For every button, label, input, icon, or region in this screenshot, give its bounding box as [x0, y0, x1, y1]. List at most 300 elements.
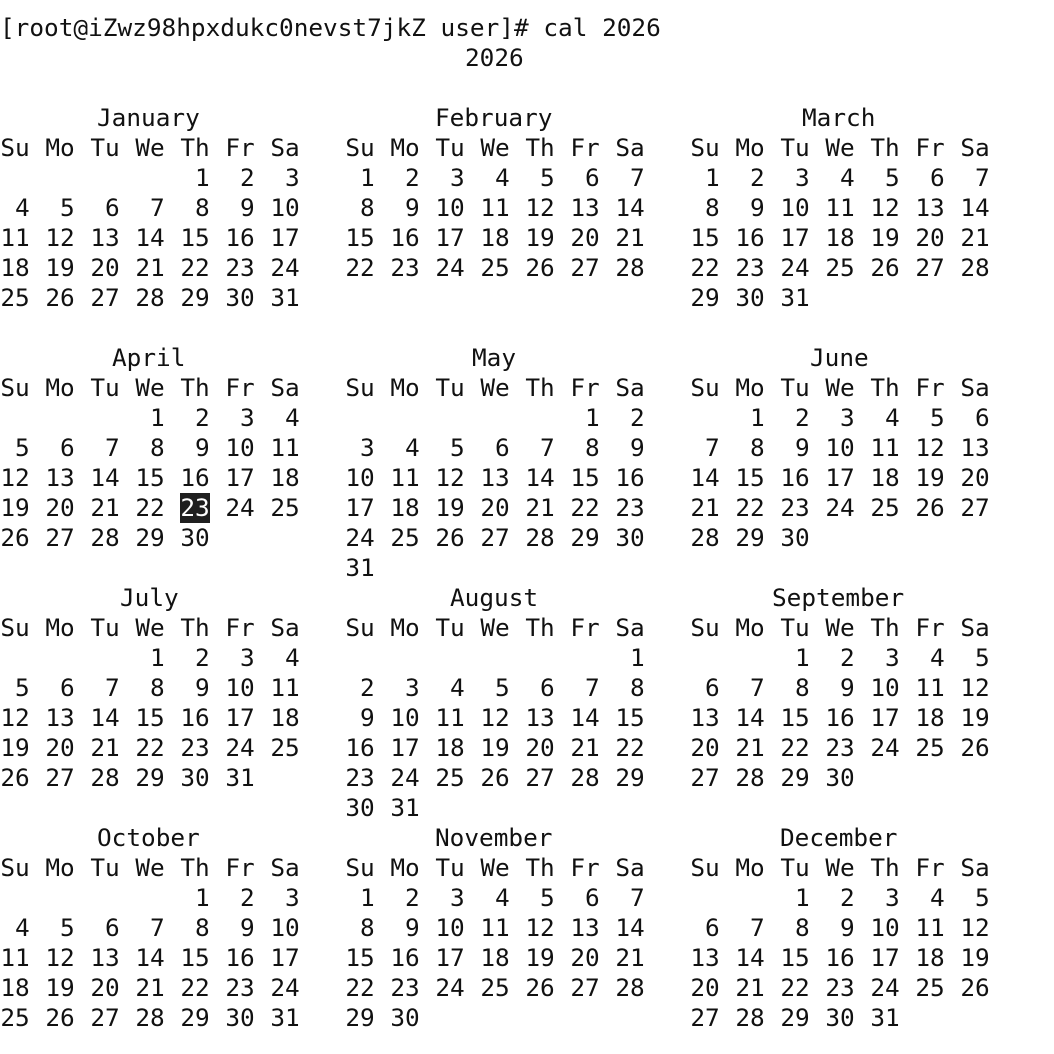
date-cell: 23 [825, 733, 855, 762]
date-cell: 20 [690, 973, 720, 1002]
date-cell: 5 [0, 673, 30, 702]
date-cell: 10 [435, 193, 465, 222]
weekday-label: Sa [615, 853, 645, 882]
date-cell: 6 [480, 433, 510, 462]
date-cell: 27 [960, 493, 990, 522]
date-cell: 5 [525, 163, 555, 192]
date-cell: 29 [780, 763, 810, 792]
date-cell: 6 [570, 883, 600, 912]
date-cell: 9 [180, 433, 210, 462]
date-cell: 10 [780, 193, 810, 222]
date-cell: 11 [915, 913, 945, 942]
weekday-label: Th [870, 133, 900, 162]
date-cell: 12 [480, 703, 510, 732]
date-cell: 18 [825, 223, 855, 252]
date-cell: 13 [570, 193, 600, 222]
date-cell: 12 [870, 193, 900, 222]
weekday-label: Mo [735, 133, 765, 162]
date-cell: 1 [615, 643, 645, 672]
date-cell: 16 [825, 703, 855, 732]
date-cell: 31 [345, 553, 375, 582]
date-cell: 28 [690, 523, 720, 552]
date-cell: 11 [390, 463, 420, 492]
date-cell: 18 [480, 943, 510, 972]
weekday-label: Fr [915, 613, 945, 642]
date-cell: 7 [90, 673, 120, 702]
date-cell: 4 [390, 433, 420, 462]
date-cell: 20 [570, 943, 600, 972]
date-cell: 2 [825, 883, 855, 912]
date-cell: 14 [615, 913, 645, 942]
date-cell: 15 [690, 223, 720, 252]
date-cell: 6 [915, 163, 945, 192]
date-cell: 16 [345, 733, 375, 762]
date-cell: 8 [135, 433, 165, 462]
date-cell: 26 [525, 253, 555, 282]
weekday-label: Tu [90, 373, 120, 402]
weekday-label: Tu [90, 613, 120, 642]
date-cell: 18 [915, 703, 945, 732]
date-cell: 29 [180, 1003, 210, 1032]
weekday-label: Fr [225, 853, 255, 882]
weekday-label: Fr [915, 133, 945, 162]
date-cell: 17 [780, 223, 810, 252]
date-cell: 3 [870, 883, 900, 912]
date-cell: 29 [690, 283, 720, 312]
date-cell: 22 [570, 493, 600, 522]
month-title-august: August [450, 583, 539, 612]
date-cell: 4 [270, 403, 300, 432]
date-cell: 24 [345, 523, 375, 552]
date-cell: 14 [690, 463, 720, 492]
date-cell: 17 [225, 703, 255, 732]
date-cell: 20 [90, 253, 120, 282]
weekday-label: Th [180, 133, 210, 162]
weekday-label: Fr [915, 853, 945, 882]
date-cell: 13 [690, 943, 720, 972]
date-cell: 7 [615, 883, 645, 912]
date-cell: 13 [90, 943, 120, 972]
date-cell: 4 [270, 643, 300, 672]
date-cell: 7 [570, 673, 600, 702]
weekday-label: We [480, 373, 510, 402]
date-cell: 7 [135, 913, 165, 942]
date-cell: 22 [735, 493, 765, 522]
weekday-label: Tu [90, 133, 120, 162]
weekday-label: Su [0, 133, 30, 162]
date-cell: 25 [825, 253, 855, 282]
weekday-label: Su [345, 133, 375, 162]
date-cell: 8 [780, 673, 810, 702]
date-cell: 1 [180, 163, 210, 192]
date-cell: 28 [90, 523, 120, 552]
date-cell: 27 [90, 283, 120, 312]
date-cell: 21 [525, 493, 555, 522]
date-cell: 24 [435, 253, 465, 282]
date-cell: 13 [480, 463, 510, 492]
date-cell: 14 [615, 193, 645, 222]
date-cell: 30 [825, 1003, 855, 1032]
date-cell: 24 [270, 253, 300, 282]
date-cell: 31 [270, 1003, 300, 1032]
weekday-label: Tu [780, 613, 810, 642]
date-cell: 29 [570, 523, 600, 552]
weekday-label: Th [180, 853, 210, 882]
weekday-label: We [825, 613, 855, 642]
date-cell: 7 [735, 913, 765, 942]
date-cell: 3 [225, 403, 255, 432]
date-cell: 19 [435, 493, 465, 522]
date-cell: 28 [960, 253, 990, 282]
date-cell: 16 [735, 223, 765, 252]
date-cell: 3 [225, 643, 255, 672]
weekday-label: Tu [780, 373, 810, 402]
date-cell: 13 [570, 913, 600, 942]
weekday-label: Mo [390, 853, 420, 882]
date-cell: 5 [435, 433, 465, 462]
date-cell: 25 [0, 1003, 30, 1032]
date-cell: 1 [735, 403, 765, 432]
weekday-label: Th [180, 373, 210, 402]
date-cell: 9 [735, 193, 765, 222]
date-cell: 2 [735, 163, 765, 192]
date-cell: 7 [90, 433, 120, 462]
date-cell: 29 [135, 523, 165, 552]
date-cell: 24 [870, 973, 900, 1002]
date-cell: 16 [615, 463, 645, 492]
date-cell: 18 [0, 253, 30, 282]
date-cell: 15 [345, 223, 375, 252]
weekday-label: Su [690, 853, 720, 882]
date-cell: 3 [780, 163, 810, 192]
date-cell: 4 [870, 403, 900, 432]
date-cell: 24 [270, 973, 300, 1002]
date-cell: 6 [690, 913, 720, 942]
date-cell: 10 [225, 433, 255, 462]
date-cell: 29 [180, 283, 210, 312]
date-cell: 17 [825, 463, 855, 492]
date-cell: 15 [135, 463, 165, 492]
date-cell: 30 [180, 523, 210, 552]
date-cell: 24 [435, 973, 465, 1002]
date-cell: 30 [825, 763, 855, 792]
date-cell: 24 [870, 733, 900, 762]
date-cell: 15 [570, 463, 600, 492]
date-cell: 18 [435, 733, 465, 762]
date-cell: 8 [735, 433, 765, 462]
date-cell: 30 [780, 523, 810, 552]
weekday-label: We [825, 133, 855, 162]
date-cell: 14 [735, 943, 765, 972]
date-cell: 3 [270, 883, 300, 912]
date-cell: 8 [345, 193, 375, 222]
date-cell: 3 [435, 883, 465, 912]
date-cell: 16 [390, 223, 420, 252]
weekday-label: We [825, 373, 855, 402]
weekday-label: Fr [570, 373, 600, 402]
date-cell: 25 [0, 283, 30, 312]
date-cell: 1 [570, 403, 600, 432]
date-cell: 17 [225, 463, 255, 492]
date-cell: 27 [90, 1003, 120, 1032]
date-cell: 24 [780, 253, 810, 282]
date-cell: 6 [690, 673, 720, 702]
weekday-label: Sa [960, 613, 990, 642]
date-cell: 25 [270, 493, 300, 522]
date-cell: 17 [270, 223, 300, 252]
date-cell: 11 [825, 193, 855, 222]
date-cell: 28 [525, 523, 555, 552]
date-cell: 24 [225, 493, 255, 522]
month-title-december: December [780, 823, 898, 852]
date-cell: 10 [870, 913, 900, 942]
weekday-label: We [135, 853, 165, 882]
date-cell: 23 [390, 253, 420, 282]
date-cell: 22 [345, 253, 375, 282]
date-cell: 22 [135, 733, 165, 762]
date-cell: 8 [615, 673, 645, 702]
date-cell: 4 [0, 913, 30, 942]
date-cell: 17 [870, 703, 900, 732]
date-cell: 22 [180, 973, 210, 1002]
weekday-label: Th [525, 613, 555, 642]
date-cell: 24 [825, 493, 855, 522]
weekday-label: Tu [435, 373, 465, 402]
date-cell: 16 [180, 463, 210, 492]
date-cell: 20 [45, 733, 75, 762]
date-cell: 27 [570, 973, 600, 1002]
weekday-label: Su [690, 133, 720, 162]
date-cell: 25 [915, 973, 945, 1002]
date-cell: 22 [615, 733, 645, 762]
date-cell: 1 [690, 163, 720, 192]
date-cell: 22 [690, 253, 720, 282]
date-cell: 21 [735, 973, 765, 1002]
date-cell: 15 [135, 703, 165, 732]
date-cell: 10 [270, 193, 300, 222]
date-cell: 28 [90, 763, 120, 792]
weekday-label: Su [345, 613, 375, 642]
date-cell: 10 [225, 673, 255, 702]
weekday-label: We [135, 613, 165, 642]
weekday-label: We [480, 853, 510, 882]
date-cell: 21 [570, 733, 600, 762]
date-cell: 23 [735, 253, 765, 282]
weekday-label: Mo [45, 133, 75, 162]
date-cell: 14 [90, 463, 120, 492]
month-title-october: October [97, 823, 200, 852]
date-cell: 9 [825, 673, 855, 702]
date-cell: 18 [870, 463, 900, 492]
date-cell: 26 [45, 283, 75, 312]
date-cell: 7 [735, 673, 765, 702]
weekday-label: We [480, 133, 510, 162]
date-cell: 31 [225, 763, 255, 792]
date-cell: 11 [870, 433, 900, 462]
date-cell: 31 [780, 283, 810, 312]
date-cell: 20 [90, 973, 120, 1002]
date-cell: 15 [735, 463, 765, 492]
date-cell: 15 [615, 703, 645, 732]
date-cell: 9 [615, 433, 645, 462]
date-cell: 19 [960, 703, 990, 732]
date-cell: 7 [615, 163, 645, 192]
date-cell: 16 [225, 223, 255, 252]
weekday-label: Mo [735, 613, 765, 642]
date-cell: 19 [915, 463, 945, 492]
date-cell: 5 [960, 883, 990, 912]
weekday-label: Fr [225, 133, 255, 162]
date-cell: 13 [90, 223, 120, 252]
weekday-label: Mo [390, 613, 420, 642]
date-cell: 18 [0, 973, 30, 1002]
date-cell: 8 [135, 673, 165, 702]
date-cell: 1 [780, 643, 810, 672]
date-cell: 9 [390, 913, 420, 942]
date-cell: 28 [135, 283, 165, 312]
date-cell: 4 [480, 883, 510, 912]
date-cell: 9 [780, 433, 810, 462]
date-cell: 3 [825, 403, 855, 432]
date-cell: 13 [690, 703, 720, 732]
date-cell: 22 [345, 973, 375, 1002]
date-cell: 2 [225, 883, 255, 912]
date-cell: 9 [225, 913, 255, 942]
date-cell: 10 [435, 913, 465, 942]
date-cell: 24 [390, 763, 420, 792]
date-cell: 1 [345, 163, 375, 192]
date-cell: 7 [135, 193, 165, 222]
weekday-label: Su [0, 853, 30, 882]
weekday-label: Tu [435, 613, 465, 642]
date-cell: 6 [570, 163, 600, 192]
date-cell: 20 [525, 733, 555, 762]
weekday-label: Th [870, 373, 900, 402]
date-cell: 26 [870, 253, 900, 282]
date-cell: 15 [780, 703, 810, 732]
weekday-label: We [135, 373, 165, 402]
date-cell: 12 [525, 913, 555, 942]
date-cell: 5 [480, 673, 510, 702]
date-cell: 22 [780, 733, 810, 762]
weekday-label: Fr [225, 613, 255, 642]
date-cell: 31 [270, 283, 300, 312]
date-cell: 8 [690, 193, 720, 222]
date-cell: 12 [915, 433, 945, 462]
month-title-march: March [802, 103, 876, 132]
date-cell: 31 [870, 1003, 900, 1032]
weekday-label: Th [525, 373, 555, 402]
weekday-label: Sa [960, 373, 990, 402]
date-cell: 4 [915, 643, 945, 672]
date-cell: 7 [690, 433, 720, 462]
date-cell: 19 [525, 943, 555, 972]
date-cell: 15 [345, 943, 375, 972]
date-cell: 22 [780, 973, 810, 1002]
date-cell: 28 [570, 763, 600, 792]
date-cell: 13 [45, 703, 75, 732]
date-cell: 10 [825, 433, 855, 462]
date-cell: 26 [480, 763, 510, 792]
date-cell: 19 [0, 493, 30, 522]
date-cell: 5 [0, 433, 30, 462]
date-cell: 16 [390, 943, 420, 972]
date-cell: 24 [225, 733, 255, 762]
month-title-april: April [112, 343, 186, 372]
date-cell: 19 [0, 733, 30, 762]
weekday-label: Sa [960, 853, 990, 882]
date-cell: 11 [270, 433, 300, 462]
date-cell: 19 [480, 733, 510, 762]
date-cell: 28 [135, 1003, 165, 1032]
date-cell: 11 [0, 223, 30, 252]
month-title-february: February [435, 103, 553, 132]
date-cell: 11 [435, 703, 465, 732]
date-cell: 1 [180, 883, 210, 912]
weekday-label: Tu [90, 853, 120, 882]
weekday-label: Su [690, 613, 720, 642]
date-cell: 4 [825, 163, 855, 192]
weekday-label: Sa [615, 373, 645, 402]
date-cell: 17 [390, 733, 420, 762]
date-cell: 19 [525, 223, 555, 252]
date-cell: 18 [270, 703, 300, 732]
date-cell: 13 [960, 433, 990, 462]
date-cell: 14 [735, 703, 765, 732]
date-cell: 4 [915, 883, 945, 912]
date-cell: 23 [780, 493, 810, 522]
month-title-september: September [772, 583, 905, 612]
date-cell: 19 [45, 253, 75, 282]
date-cell: 23 [345, 763, 375, 792]
date-cell: 6 [960, 403, 990, 432]
month-title-june: June [810, 343, 869, 372]
weekday-label: Fr [915, 373, 945, 402]
weekday-label: Th [525, 853, 555, 882]
weekday-label: Fr [570, 133, 600, 162]
date-cell: 21 [735, 733, 765, 762]
date-cell: 21 [135, 253, 165, 282]
month-title-may: May [472, 343, 517, 372]
date-cell: 26 [960, 973, 990, 1002]
date-cell: 2 [180, 643, 210, 672]
date-cell: 27 [570, 253, 600, 282]
date-cell: 6 [525, 673, 555, 702]
date-cell: 5 [525, 883, 555, 912]
date-cell: 23 [615, 493, 645, 522]
date-cell: 15 [180, 943, 210, 972]
date-cell: 25 [870, 493, 900, 522]
date-cell: 12 [45, 223, 75, 252]
date-cell: 13 [525, 703, 555, 732]
date-cell: 3 [270, 163, 300, 192]
date-cell: 18 [270, 463, 300, 492]
date-cell: 14 [960, 193, 990, 222]
date-cell: 2 [390, 163, 420, 192]
weekday-label: Tu [435, 853, 465, 882]
date-cell: 22 [135, 493, 165, 522]
date-cell: 29 [135, 763, 165, 792]
weekday-label: Su [345, 373, 375, 402]
date-cell: 26 [435, 523, 465, 552]
date-cell: 2 [180, 403, 210, 432]
date-cell: 14 [525, 463, 555, 492]
date-cell: 8 [780, 913, 810, 942]
date-cell: 11 [915, 673, 945, 702]
weekday-label: Mo [45, 613, 75, 642]
date-cell: 20 [690, 733, 720, 762]
weekday-label: Th [870, 613, 900, 642]
